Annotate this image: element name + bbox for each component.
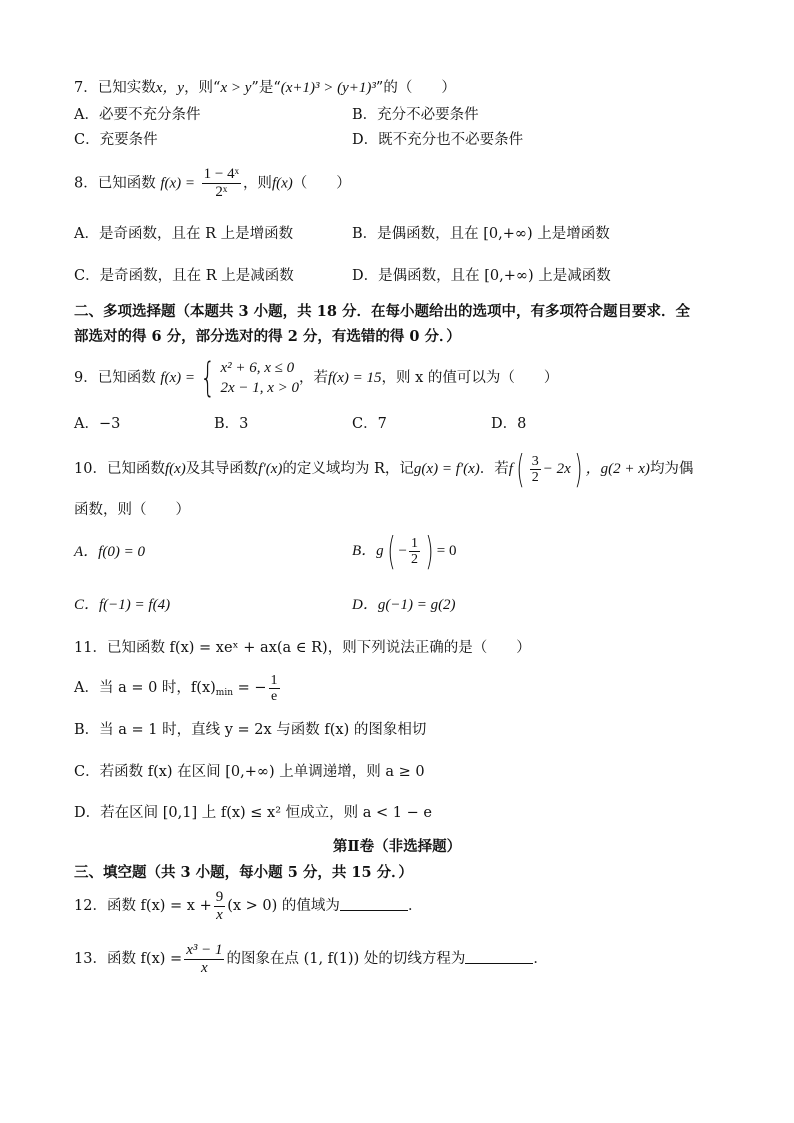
q10-fprime: f′(x) bbox=[258, 461, 283, 477]
q7-middle: ，则“ bbox=[184, 80, 221, 96]
q7-option-a: A．必要不充分条件 bbox=[74, 107, 201, 123]
q10-optb-den: 2 bbox=[410, 551, 418, 567]
q12-prefix: 12．函数 f(x) = x + bbox=[74, 898, 212, 914]
q10-stem-line2: 函数，则（ ） bbox=[74, 502, 190, 518]
q8-stem bbox=[74, 166, 351, 201]
q9-suffix: ，则 x 的值可以为（ ） bbox=[381, 370, 559, 386]
q12-num: 9 bbox=[215, 888, 224, 905]
q11-opta-prefix: A．当 a = 0 时，f(x) bbox=[74, 680, 216, 696]
q13-den: x bbox=[200, 959, 208, 976]
q7-option-c: C．充要条件 bbox=[74, 132, 158, 148]
q8-prefix: 8．已知函数 bbox=[74, 175, 156, 192]
q11-option-d: D．若在区间 [0,1] 上 f(x) ≤ x² 恒成立，则 a < 1 − e bbox=[74, 805, 432, 821]
q7-quote-mid: ”是“ bbox=[251, 80, 281, 96]
q11-opta-num: 1 bbox=[270, 672, 278, 688]
q9-option-c: C．7 bbox=[352, 416, 387, 432]
q11-opta-sub: min bbox=[215, 688, 234, 698]
q11-option-b: B．当 a = 1 时，直线 y = 2x 与函数 f(x) 的图象相切 bbox=[74, 722, 427, 738]
q10-g2: ，g(2 + x) bbox=[585, 461, 650, 477]
q10-frac-den: 2 bbox=[531, 469, 539, 485]
q13-end: ． bbox=[533, 951, 548, 967]
q10-mid3: ．若 bbox=[479, 461, 509, 477]
q10-frac-tail: − 2x bbox=[542, 461, 571, 477]
q10-optb-num: 1 bbox=[410, 535, 418, 551]
q11-opta-den: e bbox=[270, 688, 278, 704]
q10-option-d: D．g(−1) = g(2) bbox=[352, 597, 456, 613]
q10-f: f(x) bbox=[164, 461, 186, 477]
q10-option-b: B．g( − $\frac{1}{2}$ ) = 0 bbox=[352, 529, 457, 573]
q9-piece2: 2x − 1, x > 0 bbox=[220, 380, 300, 396]
q10-optb-suffix: = 0 bbox=[436, 543, 457, 559]
q10-left-paren: ( bbox=[516, 447, 525, 491]
q8-func-lhs: f(x) = bbox=[160, 175, 196, 192]
q13-fraction bbox=[184, 942, 224, 977]
q8-frac-den: 2ˣ bbox=[215, 184, 228, 200]
q8-option-a: A．是奇函数，且在 R 上是增函数 bbox=[74, 226, 294, 242]
q11-opta-eq: = − bbox=[237, 680, 267, 696]
q9-brace: { bbox=[200, 355, 216, 401]
q10-g: g(x) = f′(x) bbox=[413, 461, 480, 477]
q9-func-lhs: f(x) = bbox=[160, 370, 196, 386]
q10-optb-prefix: B．g bbox=[352, 543, 384, 559]
q8-option-b: B．是偶函数，且在 [0,+∞) 上是增函数 bbox=[352, 226, 610, 242]
q11-stem: 11．已知函数 f(x) = xeˣ + ax(a ∈ R)，则下列说法正确的是（ ） bbox=[74, 640, 531, 656]
q8-func-ref: f(x) bbox=[271, 175, 293, 192]
q8-mid: ，则 bbox=[242, 175, 272, 192]
q10-optb-left-paren: ( bbox=[387, 529, 396, 573]
q9-mid: ，若 bbox=[299, 370, 329, 386]
q13-suffix: 的图象在点 (1, f(1)) 处的切线方程为 bbox=[226, 951, 466, 967]
q7-cond1: x > y bbox=[220, 80, 252, 96]
q7-prefix: 7．已知实数 bbox=[74, 80, 156, 96]
q12-fraction bbox=[214, 889, 226, 924]
section2-heading-line1: 二、多项选择题（本题共 3 小题，共 18 分．在每小题给出的选项中，有多项符合题目要求．全 bbox=[74, 303, 690, 320]
q7-option-b: B．充分不必要条件 bbox=[352, 107, 479, 123]
q8-suffix: （ ） bbox=[292, 175, 351, 192]
q10-right-paren: ) bbox=[574, 447, 583, 491]
q9-piece1: x² + 6, x ≤ 0 bbox=[220, 360, 295, 376]
q11-option-c: C．若函数 f(x) 在区间 [0,+∞) 上单调递增，则 a ≥ 0 bbox=[74, 764, 425, 780]
q8-option-c: C．是奇函数，且在 R 上是减函数 bbox=[74, 268, 294, 284]
q12-stem bbox=[74, 886, 422, 926]
q8-fraction bbox=[202, 166, 241, 201]
q10-optb-right-paren: ) bbox=[425, 529, 434, 573]
q9-option-a: A．−3 bbox=[74, 416, 121, 432]
q11-opta-fraction bbox=[269, 673, 280, 704]
q10-frac-num: 3 bbox=[531, 453, 539, 469]
q7-option-d: D．既不充分也不必要条件 bbox=[352, 132, 524, 148]
section3-heading: 三、填空题（共 3 小题，每小题 5 分，共 15 分．） bbox=[74, 864, 413, 881]
q10-fraction bbox=[530, 454, 541, 485]
q7-stem bbox=[74, 78, 456, 98]
q11-option-a bbox=[74, 670, 282, 711]
q7-vars: x，y bbox=[155, 80, 185, 96]
q13-stem bbox=[74, 939, 548, 979]
section2-heading-line2: 部选对的得 6 分，部分选对的得 2 分，有选错的得 0 分．） bbox=[74, 328, 461, 345]
q10-mid2: 的定义域均为 R，记 bbox=[282, 461, 414, 477]
q13-prefix: 13．函数 f(x) = bbox=[74, 951, 183, 967]
q10-optb-fraction bbox=[409, 536, 420, 567]
q9-option-b: B．3 bbox=[214, 416, 249, 432]
q10-option-a: A．f(0) = 0 bbox=[74, 544, 145, 560]
q12-suffix: (x > 0) 的值域为 bbox=[227, 898, 340, 914]
q12-answer-blank[interactable] bbox=[340, 896, 408, 911]
q10-prefix: 10．已知函数 bbox=[74, 461, 165, 477]
q9-cond: f(x) = 15 bbox=[328, 370, 382, 386]
q10-stem-line1 bbox=[74, 447, 694, 491]
q9-piecewise bbox=[220, 358, 299, 398]
q13-answer-blank[interactable] bbox=[465, 949, 533, 964]
q9-prefix: 9．已知函数 bbox=[74, 370, 156, 386]
q10-option-c: C．f(−1) = f(4) bbox=[74, 597, 171, 613]
part2-title: 第Ⅱ卷（非选择题） bbox=[332, 838, 462, 855]
q9-option-d: D．8 bbox=[491, 416, 527, 432]
q12-den: x bbox=[216, 906, 223, 923]
q7-cond2: (x+1)³ > (y+1)³ bbox=[280, 80, 376, 96]
q10-mid1: 及其导函数 bbox=[185, 461, 259, 477]
q8-option-d: D．是偶函数，且在 [0,+∞) 上是减函数 bbox=[352, 268, 611, 284]
q10-mid4: 均为偶 bbox=[649, 461, 694, 477]
q7-suffix: ”的（ ） bbox=[375, 80, 456, 96]
q9-stem bbox=[74, 355, 559, 401]
q13-num: x³ − 1 bbox=[186, 941, 223, 958]
q10-f2: f bbox=[508, 461, 513, 477]
q12-end: ． bbox=[407, 898, 423, 914]
q8-frac-num: 1 − 4ˣ bbox=[203, 166, 239, 182]
